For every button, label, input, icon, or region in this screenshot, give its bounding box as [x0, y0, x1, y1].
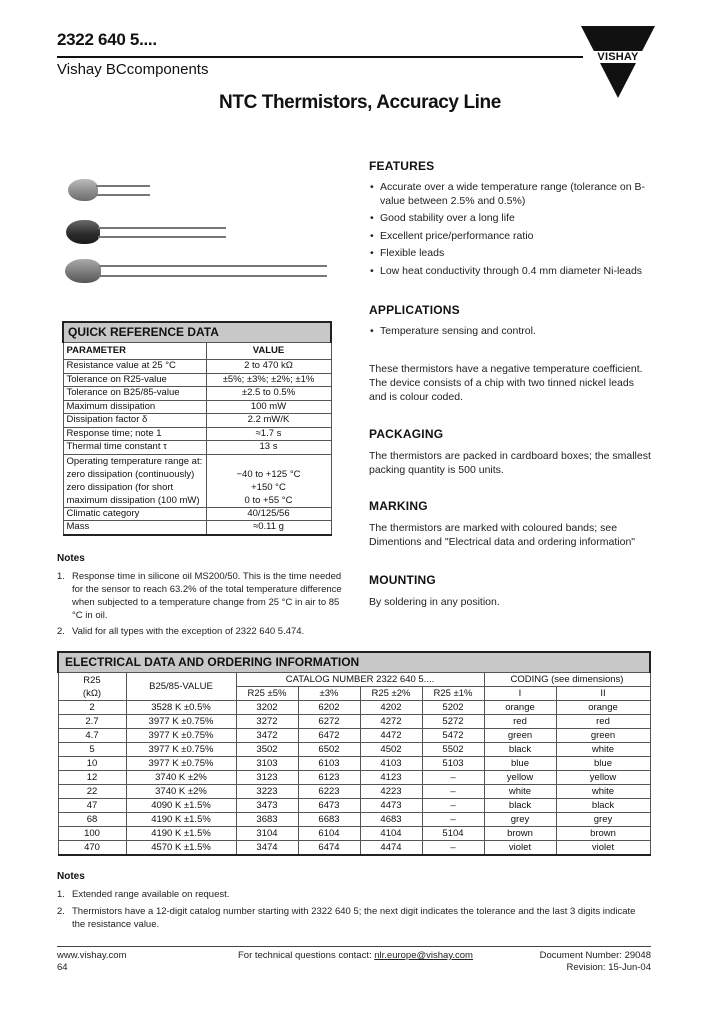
cell-r25: 100 [58, 827, 126, 841]
cell-cat-5: 3202 [236, 701, 298, 715]
cell-cat-1: – [422, 771, 484, 785]
thermistor-medium-body [66, 220, 100, 244]
table-row [58, 785, 650, 799]
electrical-table-title: ELECTRICAL DATA AND ORDERING INFORMATION [58, 652, 650, 673]
cell-cat-3: 6123 [298, 771, 360, 785]
cell-band-1: grey [484, 813, 556, 827]
cell-cat-2: 4223 [360, 785, 422, 799]
application-item: • Temperature sensing and control. [370, 325, 655, 339]
cell-cat-3: 6104 [298, 827, 360, 841]
cell-cat-2: 4473 [360, 799, 422, 813]
mounting-heading: MOUNTING [369, 573, 436, 587]
marking-heading: MARKING [369, 499, 428, 513]
footer-website[interactable]: www.vishay.com [57, 950, 127, 961]
cell-b-value: 4570 K ±1.5% [126, 841, 236, 856]
cell-band-2: blue [556, 757, 650, 771]
cell-band-2: red [556, 715, 650, 729]
cell-cat-2: 4472 [360, 729, 422, 743]
cell-b-value: 3977 K ±0.75% [126, 729, 236, 743]
electrical-data-table [57, 651, 651, 856]
cell-cat-1: 5472 [422, 729, 484, 743]
col-header-tol5: R25 ±5% [236, 687, 298, 701]
table-row: Tolerance on B25/85-value ±2.5 to 0.5% [63, 387, 331, 401]
cell-band-1: orange [484, 701, 556, 715]
cell-r25: 68 [58, 813, 126, 827]
footer-page-number: 64 [57, 962, 68, 973]
cell-cat-3: 6502 [298, 743, 360, 757]
table-row: Thermal time constant τ 13 s [63, 441, 331, 455]
col-header-r25-unit: (kΩ) [82, 687, 102, 699]
applications-heading: APPLICATIONS [369, 303, 460, 317]
applications-list [370, 325, 655, 343]
cell-cat-1: 5272 [422, 715, 484, 729]
cell-cat-2: 4272 [360, 715, 422, 729]
table-row [58, 715, 650, 729]
cell-cat-3: 6473 [298, 799, 360, 813]
quick-reference-title: QUICK REFERENCE DATA [63, 322, 331, 342]
col-header-band-2: II [556, 687, 650, 701]
cell-band-2: black [556, 799, 650, 813]
footer-rule [57, 946, 651, 947]
table-row [58, 799, 650, 813]
col-header-value: VALUE [206, 342, 331, 360]
cell-cat-1: – [422, 799, 484, 813]
cell-band-1: violet [484, 841, 556, 856]
cell-b-value: 3740 K ±2% [126, 785, 236, 799]
cell-band-2: yellow [556, 771, 650, 785]
col-header-r25: R25 [83, 674, 101, 686]
feature-item: • Low heat conductivity through 0.4 mm diameter Ni-leads [370, 265, 655, 279]
cell-r25: 5 [58, 743, 126, 757]
header-rule [57, 56, 583, 58]
cell-band-2: white [556, 785, 650, 799]
cell-cat-5: 3473 [236, 799, 298, 813]
el-note: 2. Thermistors have a 12-digit catalog number starting with 2322 640 5; the next digit indicates the tolerance and the last 3 digits indicate the resistance value. [57, 906, 636, 930]
cell-cat-5: 3223 [236, 785, 298, 799]
mounting-text: By soldering in any position. [369, 596, 500, 608]
cell-band-1: black [484, 799, 556, 813]
table-row: Response time; note 1 ≈1.7 s [63, 427, 331, 441]
table-row: Resistance value at 25 °C 2 to 470 kΩ [63, 360, 331, 374]
cell-band-2: white [556, 743, 650, 757]
cell-cat-1: 5103 [422, 757, 484, 771]
cell-cat-1: 5502 [422, 743, 484, 757]
cell-r25: 22 [58, 785, 126, 799]
cell-cat-5: 3103 [236, 757, 298, 771]
cell-r25: 12 [58, 771, 126, 785]
el-note: 1. Extended range available on request. [57, 889, 230, 900]
cell-band-2: violet [556, 841, 650, 856]
footer-revision: Revision: 15-Jun-04 [566, 962, 651, 973]
cell-cat-1: – [422, 785, 484, 799]
col-header-band-1: I [484, 687, 556, 701]
quick-reference-table [62, 321, 332, 536]
contact-email-link[interactable]: nlr.europe@vishay.com [374, 950, 473, 961]
cell-band-2: orange [556, 701, 650, 715]
cell-cat-2: 4103 [360, 757, 422, 771]
cell-r25: 4.7 [58, 729, 126, 743]
cell-cat-1: – [422, 813, 484, 827]
cell-cat-3: 6683 [298, 813, 360, 827]
cell-cat-5: 3472 [236, 729, 298, 743]
cell-cat-5: 3272 [236, 715, 298, 729]
cell-cat-2: 4123 [360, 771, 422, 785]
features-list [370, 181, 655, 282]
cell-b-value: 3977 K ±0.75% [126, 757, 236, 771]
cell-b-value: 4190 K ±1.5% [126, 813, 236, 827]
cell-band-2: brown [556, 827, 650, 841]
cell-b-value: 3977 K ±0.75% [126, 715, 236, 729]
cell-r25: 2 [58, 701, 126, 715]
cell-r25: 2.7 [58, 715, 126, 729]
table-row [58, 841, 650, 856]
table-row: Maximum dissipation 100 mW [63, 400, 331, 414]
table-row [58, 701, 650, 715]
cell-cat-3: 6103 [298, 757, 360, 771]
cell-b-value: 3740 K ±2% [126, 771, 236, 785]
table-row [58, 757, 650, 771]
cell-cat-5: 3683 [236, 813, 298, 827]
logo-text: VISHAY [583, 51, 653, 63]
cell-cat-5: 3474 [236, 841, 298, 856]
part-number: 2322 640 5.... [57, 30, 157, 49]
table-row: Dissipation factor δ 2.2 mW/K [63, 414, 331, 428]
thermistor-small-body [68, 179, 98, 201]
cell-cat-3: 6474 [298, 841, 360, 856]
table-row [58, 771, 650, 785]
packaging-heading: PACKAGING [369, 427, 444, 441]
table-row: Mass ≈0.11 g [63, 521, 331, 535]
cell-cat-2: 4502 [360, 743, 422, 757]
cell-band-1: blue [484, 757, 556, 771]
table-row-operating-temp: Operating temperature range at: zero dissipation (continuously) zero dissipation (for short maximum dissipation (100 mW) −40 to +125 °C +150 °C 0 to +55 °C [63, 454, 331, 507]
feature-item: • Flexible leads [370, 247, 655, 261]
cell-band-1: yellow [484, 771, 556, 785]
cell-band-1: red [484, 715, 556, 729]
cell-band-2: grey [556, 813, 650, 827]
cell-band-1: black [484, 743, 556, 757]
cell-cat-1: – [422, 841, 484, 856]
col-header-tol3: ±3% [298, 687, 360, 701]
cell-r25: 10 [58, 757, 126, 771]
cell-r25: 470 [58, 841, 126, 856]
cell-cat-2: 4474 [360, 841, 422, 856]
cell-cat-3: 6272 [298, 715, 360, 729]
cell-b-value: 4190 K ±1.5% [126, 827, 236, 841]
features-heading: FEATURES [369, 159, 435, 173]
col-header-parameter: PARAMETER [63, 342, 206, 360]
page-title: NTC Thermistors, Accuracy Line [219, 92, 501, 113]
col-header-tol2: R25 ±2% [360, 687, 422, 701]
col-header-b-value: B25/85-VALUE [126, 673, 236, 701]
cell-cat-3: 6223 [298, 785, 360, 799]
cell-cat-1: 5202 [422, 701, 484, 715]
feature-item: • Good stability over a long life [370, 212, 655, 226]
cell-b-value: 3528 K ±0.5% [126, 701, 236, 715]
feature-item: • Accurate over a wide temperature range (tolerance on B-value between 2.5% and 0.5%) [370, 181, 655, 208]
marking-text: The thermistors are marked with coloured bands; see Dimentions and "Electrical data and ordering information" [369, 522, 636, 548]
cell-b-value: 4090 K ±1.5% [126, 799, 236, 813]
table-row: Tolerance on R25-value ±5%; ±3%; ±2%; ±1% [63, 373, 331, 387]
description-text: These thermistors have a negative temperature coefficient. The device consists of a chip with two tinned nickel leads and is colour coded. [369, 363, 643, 403]
cell-band-1: brown [484, 827, 556, 841]
col-header-coding: CODING (see dimensions) [484, 673, 650, 687]
qr-note: 2. Valid for all types with the exception of 2322 640 5.474. [57, 626, 305, 637]
cell-band-1: green [484, 729, 556, 743]
cell-band-2: green [556, 729, 650, 743]
table-row [58, 813, 650, 827]
cell-cat-2: 4202 [360, 701, 422, 715]
footer-contact: For technical questions contact: nlr.europe@vishay.com [238, 950, 473, 961]
cell-cat-3: 6202 [298, 701, 360, 715]
cell-cat-3: 6472 [298, 729, 360, 743]
cell-band-1: white [484, 785, 556, 799]
col-header-catalog: CATALOG NUMBER 2322 640 5.... [236, 673, 484, 687]
cell-cat-5: 3502 [236, 743, 298, 757]
table-row [58, 729, 650, 743]
cell-r25: 47 [58, 799, 126, 813]
cell-cat-2: 4683 [360, 813, 422, 827]
cell-cat-5: 3104 [236, 827, 298, 841]
cell-b-value: 3977 K ±0.75% [126, 743, 236, 757]
thermistor-image [60, 175, 340, 285]
qr-note: 1. Response time in silicone oil MS200/50. This is the time needed for the sensor to reach 63.2% of the total temperature difference when subjected to a temperature change from 25 °C in air to 85 °C in oil. [57, 571, 342, 621]
footer-doc-number: Document Number: 29048 [539, 950, 651, 961]
col-header-tol1: R25 ±1% [422, 687, 484, 701]
qr-notes-heading: Notes [57, 553, 85, 564]
cell-cat-1: 5104 [422, 827, 484, 841]
company-name: Vishay BCcomponents [57, 61, 209, 78]
cell-cat-2: 4104 [360, 827, 422, 841]
el-notes-heading: Notes [57, 871, 85, 882]
table-row [58, 827, 650, 841]
table-row: Climatic category 40/125/56 [63, 507, 331, 521]
cell-cat-5: 3123 [236, 771, 298, 785]
packaging-text: The thermistors are packed in cardboard boxes; the smallest packing quantity is 500 units. [369, 450, 651, 476]
thermistor-large-body [65, 259, 101, 283]
table-row [58, 743, 650, 757]
feature-item: • Excellent price/performance ratio [370, 230, 655, 244]
